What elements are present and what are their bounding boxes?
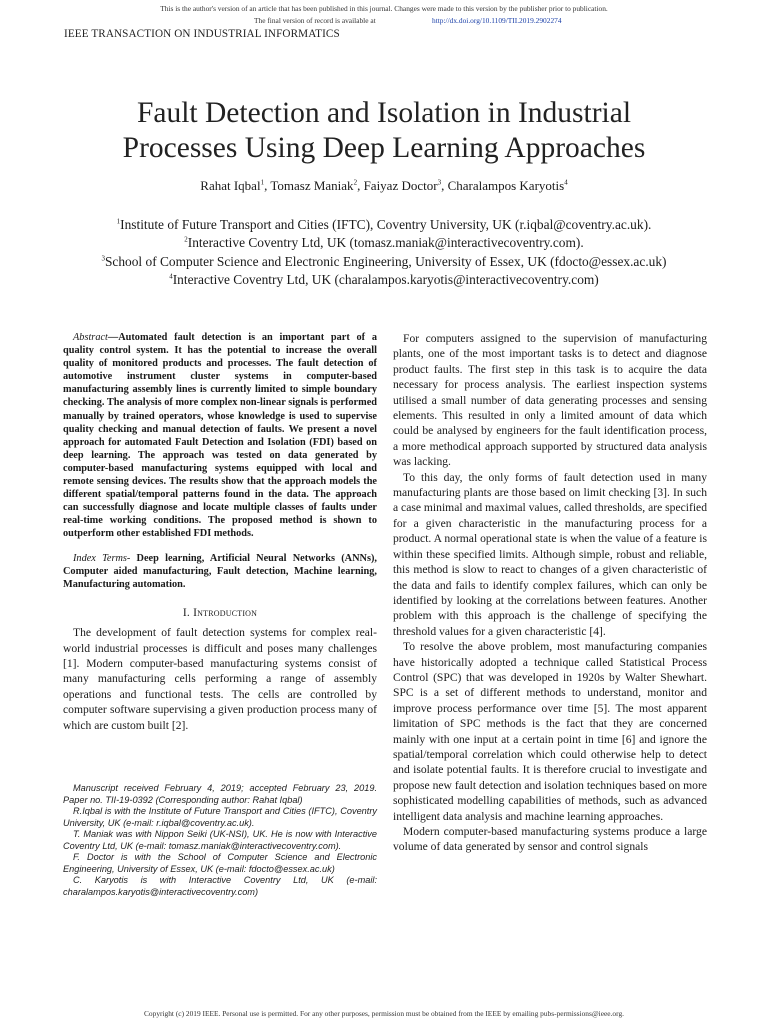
affiliation-text: Interactive Coventry Ltd, UK (tomasz.maniak@interactivecoventry.com). [187, 235, 584, 251]
affiliation [64, 234, 704, 252]
author-list [64, 178, 704, 194]
abstract-lead: Abstract [73, 332, 108, 343]
section-heading: I. Introduction [182, 605, 258, 619]
affiliation [64, 253, 704, 271]
footnotes [63, 783, 377, 898]
author-name: Tomasz Maniak [270, 178, 354, 193]
affiliation-sup: 4 [169, 272, 173, 281]
copyright-notice: Copyright (c) 2019 IEEE. Personal use is permitted. For any other purposes, permission must be obtained from the IEEE by emailing pubs-permissions@ieee.org. [144, 1009, 624, 1018]
index-terms [63, 552, 377, 591]
footnote: Manuscript received February 4, 2019; accepted February 23, 2019. Paper no. TII-19-0392 (Corresponding author: Rahat Iqbal) [63, 783, 377, 805]
author-separator: , [357, 178, 364, 193]
abstract-text: —Automated fault detection is an important part of a quality control system. It has the potential to increase the overall quality of monitored products and processes. The fault detection of automotive instrument cluster systems in computer-based manufacturing assembly lines is currently limited to simple boundary checking. The analysis of more complex non-linear signals is performed manually by trained operators, whose knowledge is used to supervise quality checking and manual detection of faults. We present a novel approach for automated Fault Detection and Isolation (FDI) based on deep learning. The approach was tested on data generated by computer-based manufacturing systems equipped with local and remote sensing devices. The results show that the approach models the different spatial/temporal patterns found in the data. The approach can successfully diagnose and locate multiple classes of faults under real-time working conditions. The proposed method is shown to outperform other established FDI methods. [63, 332, 377, 540]
affiliation [64, 271, 704, 289]
right-column [393, 331, 707, 855]
affiliation-text: Interactive Coventry Ltd, UK (charalampos.karyotis@interactivecoventry.com) [172, 271, 599, 287]
author-name: Faiyaz Doctor [363, 178, 438, 193]
title-line-1: Fault Detection and Isolation in Industrial [136, 97, 632, 129]
abstract [63, 331, 377, 541]
version-of-record-label: The final version of record is available at [254, 16, 376, 25]
footnote: F. Doctor is with the School of Computer Science and Electronic Engineering, University of Essex, UK (e-mail: fdocto@essex.ac.uk) [63, 852, 377, 874]
title-line-2: Processes Using Deep Learning Approaches [122, 132, 646, 164]
body-paragraph: Modern computer-based manufacturing systems produce a large volume of data generated by sensor and control signals [393, 825, 707, 854]
author-separator: , [264, 178, 271, 193]
author-name: Rahat Iqbal [200, 178, 261, 193]
footnote: R.Iqbal is with the Institute of Future Transport and Cities (IFTC), Coventry University, UK (e-mail: r.iqbal@coventry.ac.uk). [63, 806, 377, 828]
affiliation-sup: 1 [116, 217, 121, 226]
author-sup: 1 [260, 178, 265, 187]
index-terms-lead: Index Terms- [73, 552, 131, 564]
author-name: Charalampos Karyotis [447, 178, 565, 193]
author-sup: 4 [564, 178, 568, 187]
left-column [63, 331, 377, 733]
body-paragraph: To resolve the above problem, most manufacturing companies have historically adopted a technique called Statistical Process Control (SPC) that was developed in 1920s by Walter Shewhart. SPC is a set of different methods to understand, monitor and improve process performance over time [5]. The most apparent limitation of SPC methods is the fact that they are concerned mainly with one input at a certain point in time [6] and ignore the spatial/temporal correlation which could otherwise help to detect and isolate potential faults. It is therefore crucial to investigate and propose new fault detection and isolation techniques based on more sophisticated modelling capabilities of methods, such as advanced intelligent data analysis and machine learning approaches. [393, 640, 707, 823]
body-paragraph: For computers assigned to the supervision of manufacturing plants, one of the most important tasks is to detect and diagnose product faults. The first step in this task is to acquire the data necessary for process analysis. The earliest inspection systems utilised a small number of data generating processes and sensing elements. This resulted in only a limited amount of data which could be analysed by engineers for the fault identification process, a more methodical approach supported by structured data analysis was lacking. [393, 332, 707, 469]
footnote: T. Maniak was with Nippon Seiki (UK-NSI), UK. He is now with Interactive Coventry Ltd, UK (e-mail: tomasz.maniak@interactivecoventry.com). [63, 829, 377, 851]
affiliation-list [64, 216, 704, 289]
author-sup: 2 [353, 178, 358, 187]
affiliation-text: Institute of Future Transport and Cities (IFTC), Coventry University, UK (r.iqbal@coventry.ac.uk). [120, 217, 652, 232]
body-paragraph: To this day, the only forms of fault detection used in many manufacturing plants are those based on limit checking [3]. In such a case minimal and maximal values, called thresholds, are specified for a given characteristic in the manufacturing process for a product. A normal operational state is when the value of a feature is within these specified limits. Although simple, robust and reliable, this method is slow to react to changes of a given characteristic of the data and fails to identify complex failures, which can only be identified by looking at the correlations between features. Another problem with this approach is the challenge of specifying the threshold values for a given characteristic [4]. [393, 470, 707, 638]
journal-name: IEEE TRANSACTION ON INDUSTRIAL INFORMATICS [64, 28, 340, 40]
body-paragraph: The development of fault detection systems for complex real-world industrial processes is difficult and poses many challenges [1]. Modern computer-based manufacturing systems consist of many manufacturing cells performing a range of assembly operations and functional tests. The cells are controlled by computer software supervising a given production process many of which are custom built [2]. [63, 626, 377, 732]
author-separator: , [441, 178, 448, 193]
index-terms-text: Deep learning, Artificial Neural Networks (ANNs), Computer aided manufacturing, Fault detection, Machine learning, Manufacturing automation. [63, 552, 378, 590]
paper-title [64, 96, 704, 166]
affiliation-sup: 3 [101, 254, 105, 263]
affiliation-text: School of Computer Science and Electronic Engineering, University of Essex, UK (fdocto@essex.ac.uk) [104, 253, 667, 269]
doi-link[interactable]: http://dx.doi.org/10.1109/TII.2019.2902274 [432, 16, 562, 25]
affiliation [64, 216, 704, 234]
author-sup: 3 [437, 178, 442, 187]
publisher-notice: This is the author's version of an article that has been published in this journal. Changes were made to this version by the publisher prior to publication. [160, 4, 608, 13]
affiliation-sup: 2 [184, 235, 188, 244]
footnote: C. Karyotis is with Interactive Coventry Ltd, UK (e-mail: charalampos.karyotis@interactivecoventry.com) [63, 875, 377, 897]
